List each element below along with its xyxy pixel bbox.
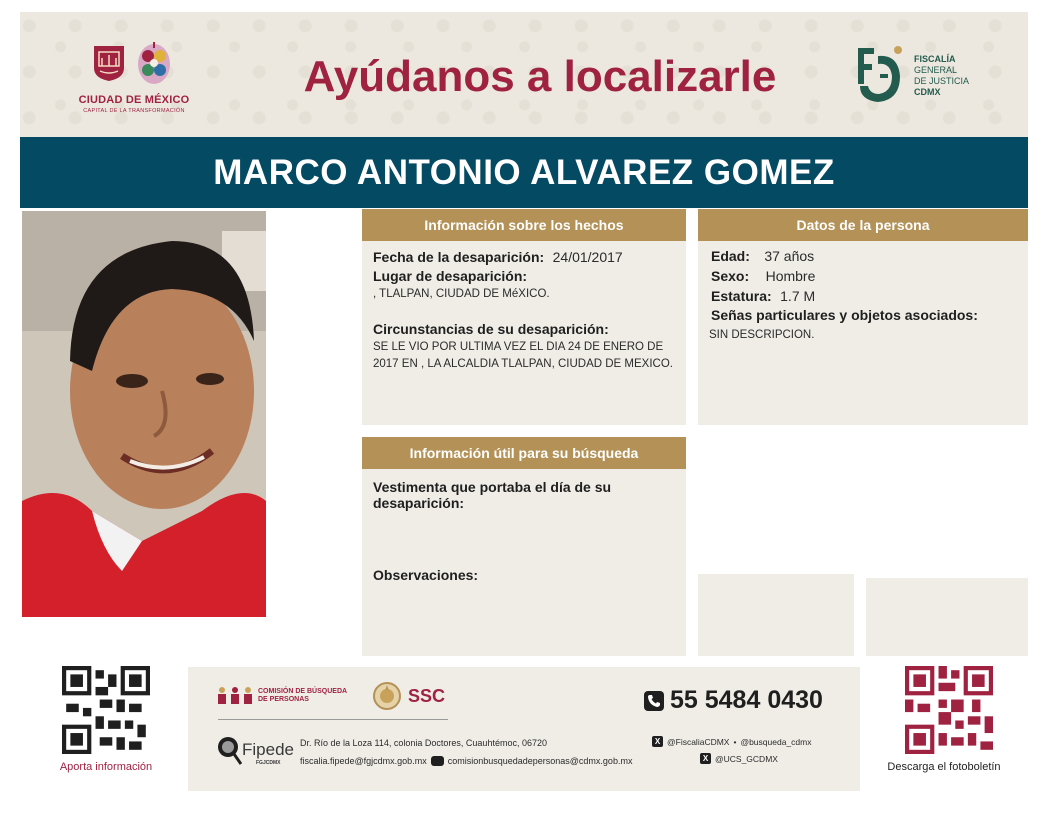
panel-hechos-title: Información sobre los hechos xyxy=(362,209,686,241)
phone-icon xyxy=(644,691,664,711)
header xyxy=(20,12,1028,137)
senas-label: Señas particulares y objetos asociados: xyxy=(711,307,978,323)
image-slot-2 xyxy=(866,437,1028,656)
ssc-logo xyxy=(372,681,445,711)
phone-text: 55 5484 0430 xyxy=(670,686,823,714)
x-icon: X xyxy=(700,753,711,764)
social-busqueda[interactable]: @busqueda_cdmx xyxy=(740,736,812,747)
cdmx-shield-icon xyxy=(92,44,126,82)
fgj-text xyxy=(914,54,969,98)
circunstancias-label: Circunstancias de su desaparición: xyxy=(373,321,609,337)
comision-logo xyxy=(218,686,347,706)
sexo-value: Hombre xyxy=(765,268,816,284)
comision-icon xyxy=(218,686,252,706)
x-icon: X xyxy=(652,736,663,747)
social-row-1 xyxy=(652,736,811,747)
panel-util xyxy=(362,437,686,656)
person-photo xyxy=(22,211,266,617)
fipede-logo xyxy=(216,736,296,772)
image-slot-1 xyxy=(698,437,854,656)
observaciones-label: Observaciones: xyxy=(373,567,479,583)
email-row xyxy=(300,756,632,766)
senas-value: SIN DESCRIPCION. xyxy=(709,329,815,341)
headline: Ayúdanos a localizarle xyxy=(303,52,777,101)
email-comision[interactable]: comisionbusquedadepersonas@cdmx.gob.mx xyxy=(447,756,633,766)
panel-hechos xyxy=(362,209,686,425)
footer-divider xyxy=(218,719,448,720)
estatura-label: Estatura: xyxy=(711,288,772,304)
mail-icon xyxy=(431,756,444,766)
image-slot-2-area xyxy=(866,437,1028,578)
comision-line1: COMISIÓN DE BÚSQUEDA xyxy=(258,688,348,695)
cdmx-logo xyxy=(74,32,194,132)
vestimenta-label: Vestimenta que portaba el día de su desaparición: xyxy=(373,479,612,511)
cdmx-flower-icon xyxy=(134,38,174,88)
cdmx-tagline: CAPITAL DE LA TRANSFORMACIÓN xyxy=(83,108,185,114)
panel-util-title: Información útil para su búsqueda xyxy=(362,437,686,469)
estatura-value: 1.7 M xyxy=(780,288,816,304)
ssc-text: SSC xyxy=(408,685,446,706)
person-photo-illustration xyxy=(22,211,266,617)
image-slot-1-area xyxy=(698,437,854,574)
edad-label: Edad: xyxy=(711,248,750,264)
panel-datos xyxy=(698,209,1028,425)
qr-code-icon xyxy=(905,666,993,754)
circunstancias-value: SE LE VIO POR ULTIMA VEZ EL DIA 24 DE ENERO DE 2017 EN , LA ALCALDIA TLALPAN, CIUDAD DE MEXICO. xyxy=(373,341,673,370)
qr-right-caption: Descarga el fotoboletín xyxy=(887,761,1001,773)
fipede-icon xyxy=(216,736,242,766)
social-ucs[interactable]: @UCS_GCDMX xyxy=(715,753,778,764)
fecha-label: Fecha de la desaparición: xyxy=(373,249,545,265)
fgj-logo xyxy=(852,42,992,122)
address: Dr. Río de la Loza 114, colonia Doctores, Cuauhtémoc, 06720 xyxy=(300,738,547,748)
fecha-value: 24/01/2017 xyxy=(552,249,623,265)
qr-left-caption: Aporta información xyxy=(59,761,153,773)
edad-value: 37 años xyxy=(764,248,815,264)
lugar-label: Lugar de desaparición: xyxy=(373,268,528,284)
person-name: MARCO ANTONIO ALVAREZ GOMEZ xyxy=(213,152,835,192)
social-fiscalia[interactable]: @FiscaliaCDMX xyxy=(667,736,730,747)
fipede-text: Fipede xyxy=(242,740,294,759)
lugar-value: , TLALPAN, CIUDAD DE MéXICO. xyxy=(373,288,550,300)
social-row-2 xyxy=(700,753,778,764)
name-bar xyxy=(20,137,1028,208)
panel-datos-title: Datos de la persona xyxy=(698,209,1028,241)
comision-line2: DE PERSONAS xyxy=(258,696,309,703)
fgj-line1: FISCALÍA xyxy=(914,54,956,64)
email-fipede[interactable]: fiscalia.fipede@fgjcdmx.gob.mx xyxy=(300,756,427,766)
qr-code-icon xyxy=(62,666,150,754)
fgj-line4: CDMX xyxy=(914,87,941,97)
cdmx-name: CIUDAD DE MÉXICO xyxy=(78,94,190,106)
fgj-logo-icon xyxy=(852,44,906,106)
ssc-badge-icon xyxy=(372,681,402,711)
fgj-line3: DE JUSTICIA xyxy=(914,76,970,86)
sexo-label: Sexo: xyxy=(711,268,750,284)
fipede-sub: FGJCDMX xyxy=(256,760,281,766)
phone-number xyxy=(644,686,823,715)
fgj-line2: GENERAL xyxy=(914,65,958,75)
social-sep: • xyxy=(733,736,737,747)
